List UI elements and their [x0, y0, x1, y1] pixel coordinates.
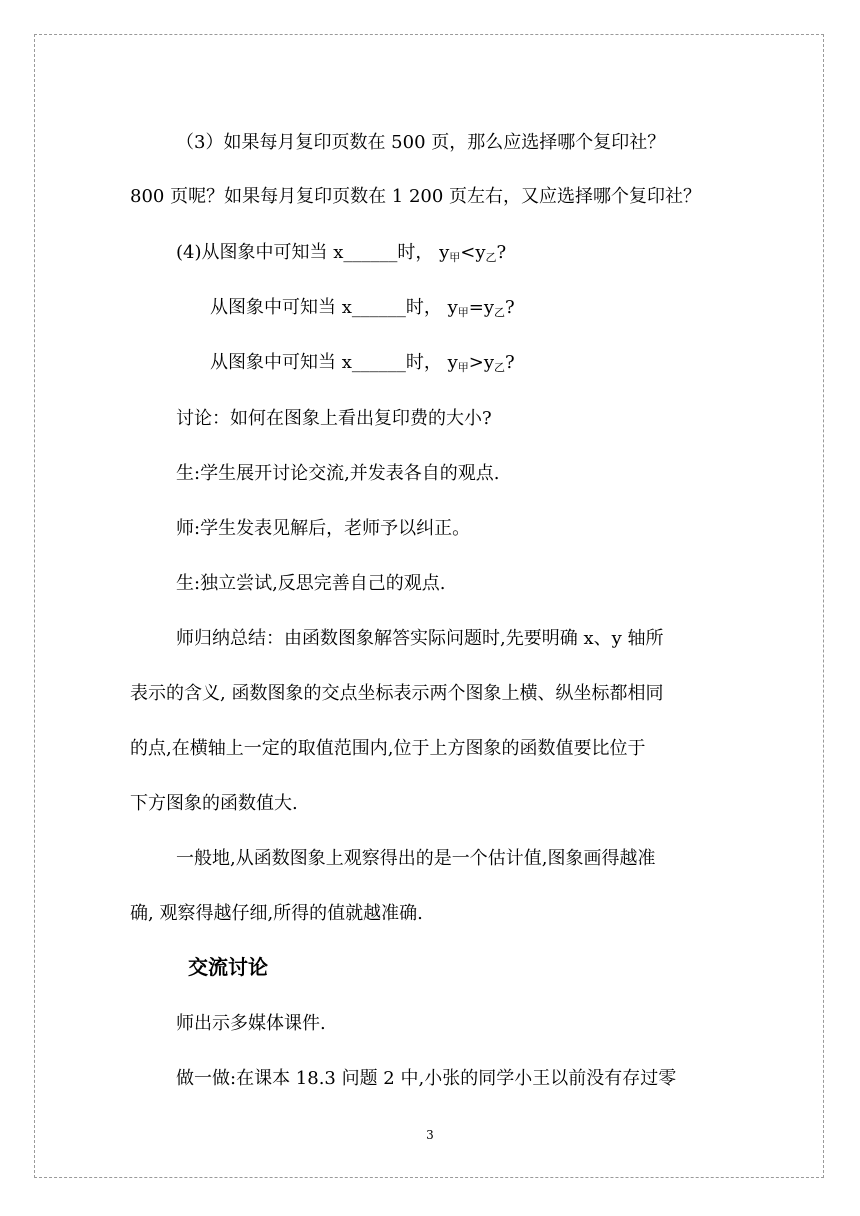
question-mark: ?: [496, 242, 507, 263]
general-line-2: 确, 观察得越仔细,所得的值就越准确.: [130, 903, 423, 924]
y-yi-variable: y: [483, 297, 495, 318]
student-paragraph-1: 生:学生展开讨论交流,并发表各自的观点.: [176, 463, 500, 484]
summary-line-3: 的点,在横轴上一定的取值范围内,位于上方图象的函数值要比位于: [130, 738, 646, 759]
jia-subscript: 甲: [457, 361, 469, 374]
jia-subscript: 甲: [449, 251, 461, 264]
summary-line-4: 下方图象的函数值大.: [130, 793, 298, 814]
equals-sign: =: [468, 297, 484, 318]
question-4-line-1: [176, 239, 506, 272]
question-4-line-3: [210, 349, 515, 382]
exercise-paragraph: 做一做:在课本 18.3 问题 2 中,小张的同学小王以前没有存过零: [176, 1068, 677, 1089]
yi-subscript: 乙: [485, 251, 497, 264]
question-4-line-3-text: 从图象中可知当 x______时，: [210, 352, 442, 373]
question-4-line-2: [210, 294, 515, 327]
page-number: 3: [426, 1128, 434, 1142]
summary-line-1: 师归纳总结：由函数图象解答实际问题时,先要明确 x、y 轴所: [176, 628, 664, 649]
y-yi-variable: y: [475, 242, 486, 263]
question-3-line-2: 800 页呢？如果每月复印页数在 1 200 页左右，又应选择哪个复印社？: [130, 186, 702, 207]
greater-than-sign: >: [468, 352, 484, 373]
y-jia-variable: y: [439, 242, 450, 263]
question-mark: ?: [505, 297, 515, 318]
jia-subscript: 甲: [457, 306, 469, 319]
student-paragraph-2: 生:独立尝试,反思完善自己的观点.: [176, 573, 446, 594]
question-mark: ?: [505, 352, 515, 373]
yi-subscript: 乙: [494, 361, 506, 374]
y-jia-variable: y: [447, 297, 458, 318]
y-jia-variable: y: [447, 352, 458, 373]
question-4-line-2-text: 从图象中可知当 x______时，: [210, 297, 442, 318]
section-heading: 交流讨论: [188, 955, 268, 979]
question-4-line-1-text: (4)从图象中可知当 x______时，: [176, 242, 434, 263]
summary-line-2: 表示的含义, 函数图象的交点坐标表示两个图象上横、纵坐标都相同: [130, 683, 664, 704]
question-3-line-1: （3）如果每月复印页数在 500 页，那么应选择哪个复印社？: [176, 132, 666, 153]
less-than-sign: <: [460, 242, 476, 263]
discussion-question: 讨论：如何在图象上看出复印费的大小?: [176, 408, 492, 429]
multimedia-paragraph: 师出示多媒体课件.: [176, 1013, 326, 1034]
general-line-1: 一般地,从函数图象上观察得出的是一个估计值,图象画得越准: [176, 848, 656, 869]
yi-subscript: 乙: [494, 306, 506, 319]
teacher-paragraph-1: 师:学生发表见解后，老师予以纠正。: [176, 518, 471, 539]
y-yi-variable: y: [483, 352, 495, 373]
